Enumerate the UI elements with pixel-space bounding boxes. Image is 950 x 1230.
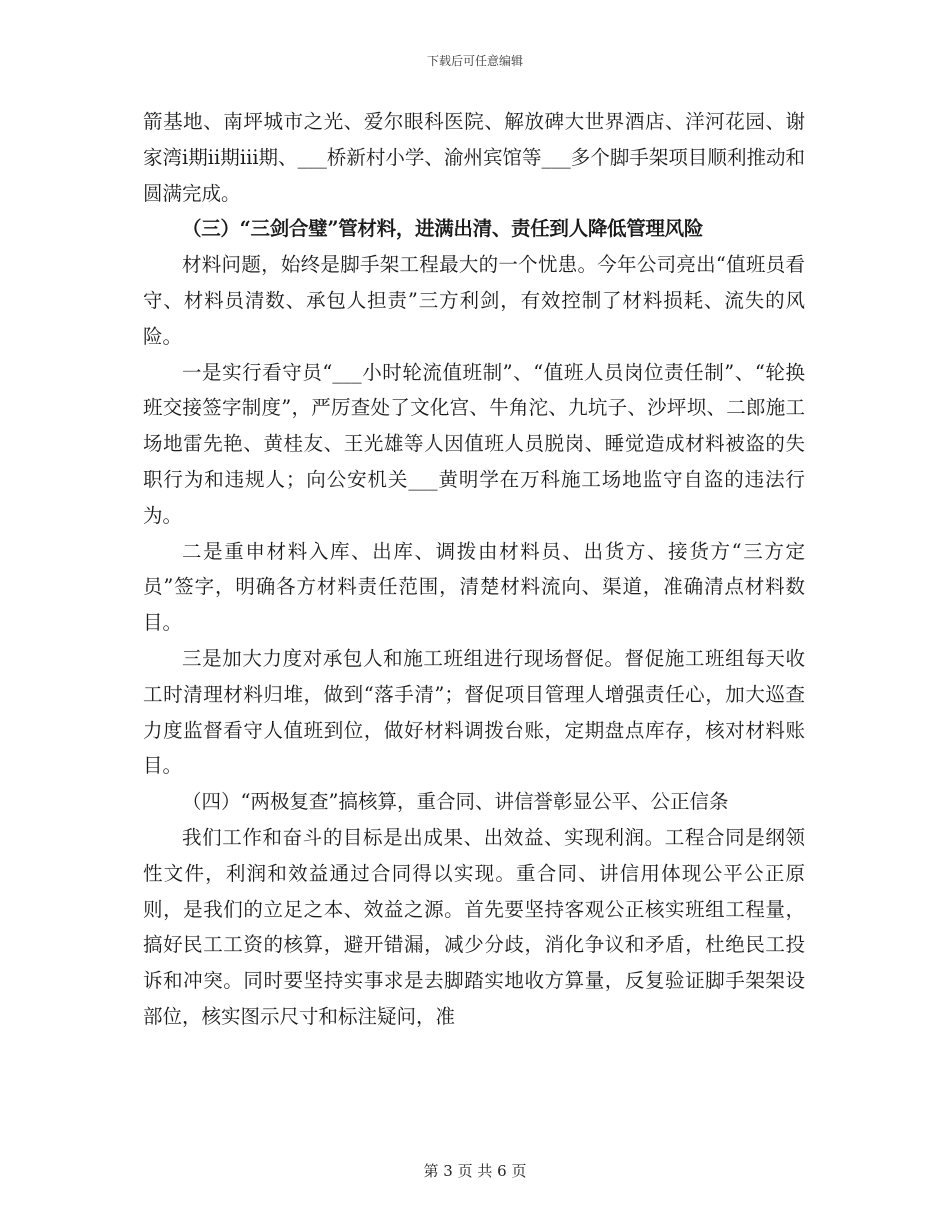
- paragraph-point-two: 二是重申材料入库、出库、调拨由材料员、出货方、接货方“三方定员”签字，明确各方材料责任范围，清楚材料流向、渠道，准确清点材料数目。: [143, 539, 805, 635]
- paragraph-materials-intro: 材料问题，始终是脚手架工程最大的一个忧患。今年公司亮出“值班员看守、材料员清数、承包人担责”三方利剑，有效控制了材料损耗、流失的风险。: [143, 253, 805, 348]
- document-body: [143, 104, 805, 1035]
- page-footer: 第 3 页 共 6 页: [423, 1162, 527, 1180]
- paragraph-point-one: 一是实行看守员“___小时轮流值班制”、“值班人员岗位责任制”、“轮换班交接签字制度”，严厉查处了文化宫、牛角沱、九坑子、沙坪坝、二郎施工场地雷先艳、黄桂友、王光雄等人因值班人员脱岗、睡觉造成材料被盗的失职行为和违规人；向公安机关___黄明学在万科施工场地监守自盗的违法行为。: [143, 360, 805, 527]
- paragraph-continuation: 箭基地、南坪城市之光、爱尔眼科医院、解放碑大世界酒店、洋河花园、谢家湾ⅰ期ⅱ期ⅲ期、___桥新村小学、渝州宾馆等___多个脚手架项目顺利推动和圆满完成。: [143, 110, 805, 205]
- section-heading-3: （三）“三剑合璧”管材料，进满出清、责任到人降低管理风险: [182, 217, 704, 241]
- paragraph-accounting: 我们工作和奋斗的目标是出成果、出效益、实现利润。工程合同是纲领性文件，利润和效益通过合同得以实现。重合同、讲信用体现公平公正原则，是我们的立足之本、效益之源。首先要坚持客观公正核实班组工程量，搞好民工工资的核算，避开错漏，减少分歧，消化争议和矛盾，杜绝民工投诉和冲突。同时要坚持实事求是去脚踏实地收方算量，反复验证脚手架架设部位，核实图示尺寸和标注疑问，准: [143, 825, 805, 1028]
- section-heading-4: （四）“两极复查”搞核算，重合同、讲信誉彰显公平、公正信条: [182, 790, 729, 814]
- paragraph-point-three: 三是加大力度对承包人和施工班组进行现场督促。督促施工班组每天收工时清理材料归堆，做到“落手清”；督促项目管理人增强责任心，加大巡查力度监督看守人值班到位，做好材料调拨台账，定期盘点库存，核对材料账目。: [143, 646, 805, 778]
- page-header: 下载后可任意编辑: [426, 54, 523, 68]
